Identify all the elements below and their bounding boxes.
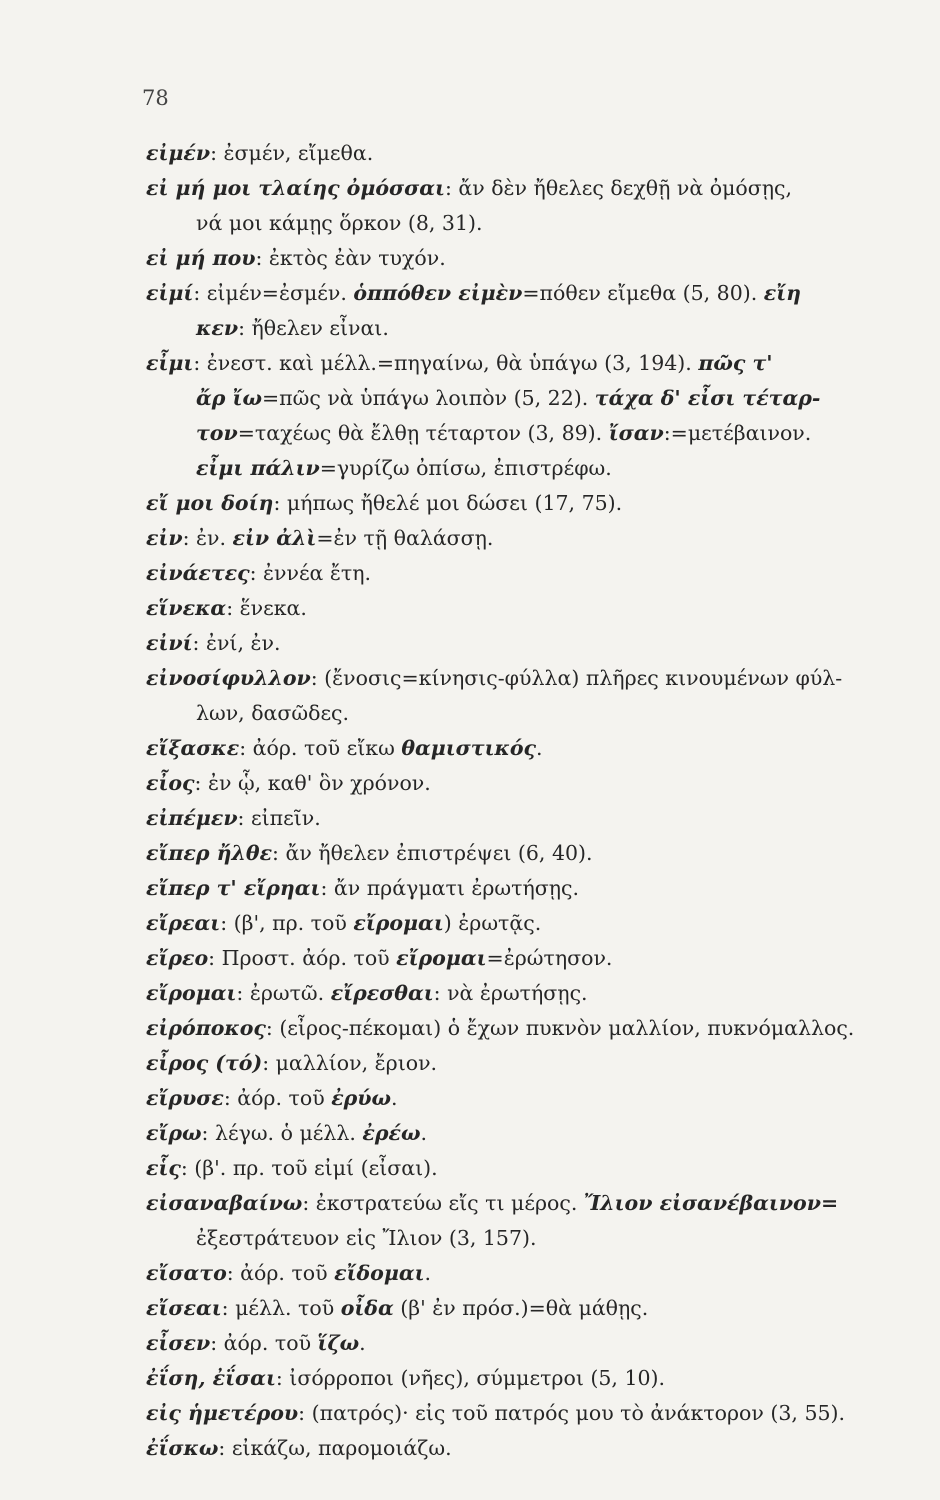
headword: εἴρομαι	[353, 911, 444, 935]
entry-line	[146, 381, 891, 416]
dictionary-entry	[146, 276, 891, 346]
headword: ἴσαν	[608, 421, 664, 445]
entry-line	[146, 1256, 891, 1291]
definition-text: : ἐσμέν, εἴμεθα.	[210, 141, 374, 165]
headword: εἰνάετες	[146, 561, 250, 585]
entry-line	[146, 206, 891, 241]
headword: εἴρομαι	[396, 946, 487, 970]
entry-line	[146, 1011, 891, 1046]
dictionary-entry	[146, 1081, 891, 1116]
entry-line	[146, 556, 891, 591]
headword: εἴρεαι	[146, 911, 221, 935]
headword: εἴρεσθαι	[330, 981, 434, 1005]
definition-text: : εἰπεῖν.	[237, 806, 321, 830]
dictionary-entry	[146, 871, 891, 906]
dictionary-entry	[146, 346, 891, 486]
headword: κεν	[196, 316, 239, 340]
dictionary-entry	[146, 836, 891, 871]
entry-line	[146, 346, 891, 381]
dictionary-entry	[146, 171, 891, 241]
definition-text: : ἀόρ. τοῦ	[226, 1261, 335, 1285]
definition-text: .	[359, 1331, 366, 1355]
entry-line	[146, 521, 891, 556]
headword: ἐΐσκω	[146, 1436, 219, 1460]
dictionary-entry	[146, 766, 891, 801]
headword: εἴσατο	[146, 1261, 227, 1285]
entry-line	[146, 661, 891, 696]
definition-text: : μήπως ἤθελέ μοι δώσει (17, 75).	[273, 491, 623, 515]
definition-text: =ἐν τῇ θαλάσσῃ.	[316, 526, 494, 550]
dictionary-entry	[146, 486, 891, 521]
headword: εἴρυσε	[146, 1086, 224, 1110]
entry-line	[146, 1151, 891, 1186]
definition-text: : Προστ. ἀόρ. τοῦ	[208, 946, 397, 970]
headword: ἄρ ἴω	[196, 386, 262, 410]
headword: εἰπέμεν	[146, 806, 238, 830]
dictionary-entry	[146, 801, 891, 836]
dictionary-entry	[146, 976, 891, 1011]
headword: εἰνί	[146, 631, 193, 655]
entry-line	[146, 136, 891, 171]
definition-text: : ἐνί, ἐν.	[192, 631, 281, 655]
definition-text: : μαλλίον, ἔριον.	[262, 1051, 438, 1075]
entry-line	[146, 626, 891, 661]
definition-text: =γυρίζω ὀπίσω, ἐπιστρέφω.	[319, 456, 612, 480]
definition-text: .	[424, 1261, 432, 1285]
entry-line	[146, 1081, 891, 1116]
headword: εἰμί	[146, 281, 194, 305]
definition-text: : μέλλ. τοῦ	[221, 1296, 341, 1320]
definition-text: : ἐρωτῶ.	[236, 981, 331, 1005]
dictionary-entry	[146, 906, 891, 941]
definition-text: : ἐνεστ. καὶ μέλλ.=πηγαίνω, θὰ ὑπάγω (3, 194).	[193, 351, 699, 375]
headword: εἵνεκα	[146, 596, 227, 620]
entry-line	[146, 766, 891, 801]
definition-text: : ἀόρ. τοῦ	[223, 1086, 332, 1110]
headword: εἴρομαι	[146, 981, 237, 1005]
headword: πῶς τ'	[698, 351, 773, 375]
entry-line	[146, 941, 891, 976]
entry-line	[146, 451, 891, 486]
dictionary-entry	[146, 591, 891, 626]
entry-line	[146, 871, 891, 906]
dictionary-entry	[146, 1046, 891, 1081]
headword: ἐρέω	[362, 1121, 421, 1145]
headword: εἷς	[146, 1156, 181, 1180]
page-number: 78	[142, 86, 169, 110]
dictionary-entry	[146, 941, 891, 976]
entry-line	[146, 1396, 891, 1431]
definition-text: : (β'. πρ. τοῦ εἰμί (εἶσαι).	[180, 1156, 438, 1180]
definition-text: : ἕνεκα.	[226, 596, 307, 620]
entry-line	[146, 801, 891, 836]
definition-text: =πῶς νὰ ὑπάγω λοιπὸν (5, 22).	[261, 386, 595, 410]
definition-text: : ἀόρ. τοῦ	[210, 1331, 318, 1355]
headword: εἰς ἡμετέρου	[146, 1401, 299, 1425]
entry-line	[146, 171, 891, 206]
entry-line	[146, 1116, 891, 1151]
headword: εἶσεν	[146, 1331, 211, 1355]
headword: εἴδομαι	[334, 1261, 425, 1285]
definition-text: : ἄν πράγματι ἐρωτήσῃς.	[320, 876, 580, 900]
definition-text: : (ἔνοσις=κίνησις-φύλλα) πλῆρες κινουμένων φύλ-	[310, 666, 843, 690]
entry-line	[146, 1361, 891, 1396]
headword: ἐρύω	[331, 1086, 392, 1110]
entry-line	[146, 276, 891, 311]
entry-line	[146, 416, 891, 451]
headword: εἴρω	[146, 1121, 202, 1145]
headword: εἴη	[763, 281, 802, 305]
headword: εἰ μή μοι τλαίης ὀμόσσαι	[146, 176, 445, 200]
definition-text: : εἰμέν=ἐσμέν.	[193, 281, 354, 305]
headword: εἴσεαι	[146, 1296, 222, 1320]
entry-line	[146, 976, 891, 1011]
headword: τάχα δ' εἶσι τέταρ-	[594, 386, 821, 410]
dictionary-entry	[146, 1011, 891, 1046]
dictionary-entry	[146, 1361, 891, 1396]
definition-text: =ταχέως θὰ ἔλθῃ τέταρτον (3, 89).	[237, 421, 609, 445]
headword: τον	[196, 421, 238, 445]
dictionary-entry	[146, 626, 891, 661]
definition-text: : ἤθελεν εἶναι.	[238, 316, 389, 340]
definition-text: :=μετέβαινον.	[663, 421, 812, 445]
entry-line	[146, 1291, 891, 1326]
headword: Ἴλιον εἰσανέβαινον=	[583, 1191, 839, 1215]
headword: εἴξασκε	[146, 736, 240, 760]
definition-text: νά μοι κάμῃς ὅρκον (8, 31).	[196, 211, 483, 235]
definition-text: : (πατρός)· εἰς τοῦ πατρός μου τὸ ἀνάκτορον (3, 55).	[298, 1401, 846, 1425]
dictionary-entry	[146, 1291, 891, 1326]
dictionary-entry	[146, 1326, 891, 1361]
headword: εἴπερ τ' εἴρηαι	[146, 876, 321, 900]
headword: εἴρεο	[146, 946, 209, 970]
headword: εἶμι πάλιν	[196, 456, 320, 480]
definition-text: : (β', πρ. τοῦ	[220, 911, 354, 935]
definition-text: .	[391, 1086, 398, 1110]
headword: εἰρόποκος	[146, 1016, 266, 1040]
dictionary-entry	[146, 1151, 891, 1186]
dictionary-entry	[146, 1431, 891, 1466]
dictionary-entry	[146, 661, 891, 731]
entry-line	[146, 731, 891, 766]
headword: εἰν ἀλὶ	[232, 526, 317, 550]
headword: ἵζω	[317, 1331, 360, 1355]
definition-text: : ἐκστρατεύω εἴς τι μέρος.	[302, 1191, 584, 1215]
entry-line	[146, 1326, 891, 1361]
headword: ἐΐση, ἐΐσαι	[146, 1366, 276, 1390]
dictionary-entry	[146, 136, 891, 171]
entry-line	[146, 1221, 891, 1256]
definition-text: : λέγω. ὁ μέλλ.	[201, 1121, 363, 1145]
headword: εἴ μοι δοίη	[146, 491, 274, 515]
entry-line	[146, 486, 891, 521]
entry-line	[146, 591, 891, 626]
entries-list	[146, 136, 891, 1466]
headword: εἰνοσίφυλλον	[146, 666, 311, 690]
headword: θαμιστικός	[401, 736, 537, 760]
definition-text: : ἐννέα ἔτη.	[249, 561, 372, 585]
definition-text: .	[536, 736, 543, 760]
definition-text: ) ἐρωτᾷς.	[443, 911, 542, 935]
definition-text: .	[420, 1121, 428, 1145]
headword: εἶμι	[146, 351, 194, 375]
definition-text: =ἐρώτησον.	[486, 946, 613, 970]
headword: εἰ μή που	[146, 246, 256, 270]
definition-text: ἐξεστράτευον εἰς Ἴλιον (3, 157).	[196, 1226, 537, 1250]
definition-text: (β' ἐν πρόσ.)=θὰ μάθῃς.	[393, 1296, 649, 1320]
definition-text: : ἄν δὲν ἤθελες δεχθῇ νὰ ὀμόσῃς,	[444, 176, 793, 200]
headword: εἰσαναβαίνω	[146, 1191, 303, 1215]
headword: εἰν	[146, 526, 183, 550]
headword: εἶος	[146, 771, 195, 795]
definition-text: : ἐν ᾧ, καθ' ὃν χρόνον.	[194, 771, 431, 795]
entry-line	[146, 1186, 891, 1221]
entry-line	[146, 1431, 891, 1466]
dictionary-entry	[146, 521, 891, 556]
definition-text: : (εἶρος-πέκομαι) ὁ ἔχων πυκνὸν μαλλίον, πυκνόμαλλος.	[265, 1016, 855, 1040]
definition-text: =πόθεν εἴμεθα (5, 80).	[522, 281, 764, 305]
entry-line	[146, 696, 891, 731]
definition-text: : νὰ ἐρωτήσῃς.	[433, 981, 588, 1005]
headword: ὁππόθεν εἰμὲν	[353, 281, 523, 305]
dictionary-entry	[146, 1256, 891, 1291]
headword: εἴπερ ἤλθε	[146, 841, 273, 865]
definition-text: : ἄν ἤθελεν ἐπιστρέψει (6, 40).	[272, 841, 593, 865]
definition-text: : ἐκτὸς ἐὰν τυχόν.	[255, 246, 446, 270]
entry-line	[146, 311, 891, 346]
headword: οἶδα	[340, 1296, 394, 1320]
entry-line	[146, 1046, 891, 1081]
definition-text: : ἀόρ. τοῦ εἴκω	[239, 736, 402, 760]
entry-line	[146, 241, 891, 276]
definition-text: : ἰσόρροποι (νῆες), σύμμετροι (5, 10).	[275, 1366, 666, 1390]
definition-text: : εἰκάζω, παρομοιάζω.	[218, 1436, 452, 1460]
entry-line	[146, 906, 891, 941]
dictionary-entry	[146, 1396, 891, 1431]
headword: εἰμέν	[146, 141, 211, 165]
dictionary-entry	[146, 241, 891, 276]
definition-text: λων, δασῶδες.	[196, 701, 350, 725]
definition-text: : ἐν.	[182, 526, 233, 550]
dictionary-entry	[146, 731, 891, 766]
dictionary-entry	[146, 1116, 891, 1151]
entry-line	[146, 836, 891, 871]
dictionary-entry	[146, 556, 891, 591]
headword: εἶρος (τό)	[146, 1051, 263, 1075]
dictionary-entry	[146, 1186, 891, 1256]
